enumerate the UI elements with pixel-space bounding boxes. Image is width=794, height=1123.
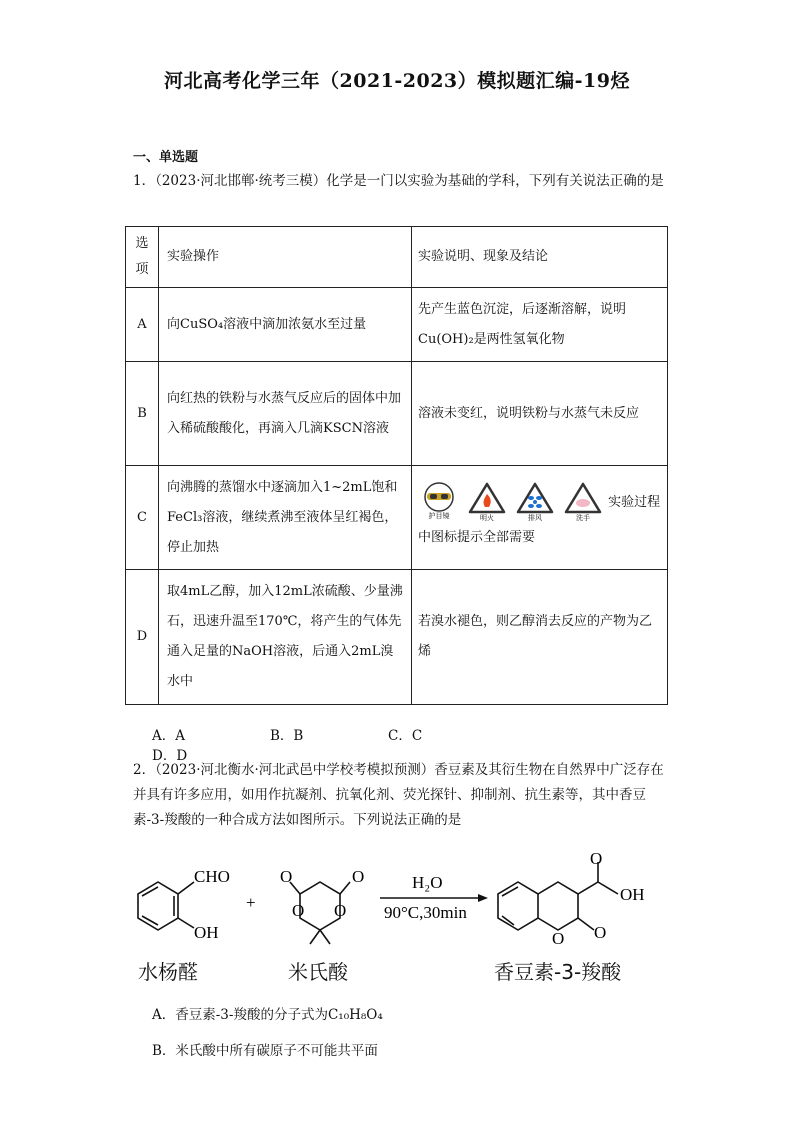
o-label: O	[334, 901, 347, 920]
row-operation: 向红热的铁粉与水蒸气反应后的固体中加入稀硫酸酸化，再滴入几滴KSCN溶液	[159, 362, 412, 466]
handwash-icon: 洗手	[562, 482, 604, 523]
row-note: 若溴水褪色，则乙醇消去反应的产物为乙烯	[412, 570, 668, 705]
o-label: O	[280, 867, 293, 886]
choice-c[interactable]: C．C	[388, 728, 423, 744]
reactant-2-name: 米氏酸	[288, 960, 348, 984]
table-row	[126, 362, 668, 466]
row-operation: 向CuSO₄溶液中滴加浓氨水至过量	[159, 288, 412, 362]
row-label: A	[126, 288, 159, 362]
cooh-oh-label: OH	[620, 885, 645, 904]
row-note: 先产生蓝色沉淀，后逐渐溶解，说明Cu(OH)₂是两性氢氧化物	[412, 288, 668, 362]
o-label: O	[552, 929, 565, 948]
page-title: 河北高考化学三年（2021-2023）模拟题汇编-19烃	[164, 70, 630, 92]
safety-icons	[418, 482, 604, 523]
question-2-text: 2．（2023·河北衡水·河北武邑中学校考模拟预测）香豆素及其衍生物在自然界中广泛存在并具有许多应用，如用作抗凝剂、抗氧化剂、荧光探针、抑制剂、抗生素等，其中香豆素-3-羧酸的一种合成方法如图所示。下列说法正确的是	[133, 762, 664, 828]
product-name: 香豆素-3-羧酸	[494, 960, 622, 984]
fan-icon: 排风	[514, 482, 556, 523]
table-row	[126, 466, 668, 570]
header-cell: 选项	[126, 227, 159, 288]
row-label: C	[126, 466, 159, 570]
row-note-with-icons	[412, 466, 668, 570]
table-row	[126, 570, 668, 705]
choice-a[interactable]: A．A	[152, 728, 185, 744]
row-operation: 向沸腾的蒸馏水中逐滴加入1~2mL饱和FeCl₃溶液，继续煮沸至液体呈红褐色，停止加热	[159, 466, 412, 570]
o-label: O	[292, 901, 305, 920]
plus-sign: +	[246, 893, 256, 912]
salicylaldehyde-structure	[138, 882, 194, 930]
table-row	[126, 288, 668, 362]
reactant-1-name: 水杨醛	[138, 960, 198, 984]
reagent-label: H₂O	[412, 873, 443, 892]
question-2-option-a[interactable]: A．香豆素-3-羧酸的分子式为C₁₀H₈O₄	[152, 1007, 383, 1023]
condition-label: 90°C,30min	[384, 903, 467, 922]
row-note: 实验过程中图标提示全部需要	[418, 495, 661, 545]
choice-b[interactable]: B．B	[270, 728, 304, 744]
o-label: O	[594, 923, 607, 942]
reaction-scheme	[128, 852, 668, 982]
o-label: O	[590, 852, 603, 868]
row-note: 溶液未变红，说明铁粉与水蒸气未反应	[412, 362, 668, 466]
question-2-option-b[interactable]: B．米氏酸中所有碳原子不可能共平面	[152, 1043, 378, 1059]
coumarin-3-carboxylic-acid-structure	[498, 862, 618, 930]
flame-icon: 明火	[466, 482, 508, 523]
header-cell: 实验操作	[159, 227, 412, 288]
question-1-text: 1．（2023·河北邯郸·统考三模）化学是一门以实验为基础的学科，下列有关说法正确的是	[133, 173, 664, 189]
row-label: D	[126, 570, 159, 705]
oh-label: OH	[194, 923, 219, 942]
row-operation: 取4mL乙醇，加入12mL浓硫酸、少量沸石，迅速升温至170℃，将产生的气体先通入足量的NaOH溶液，后通入2mL溴水中	[159, 570, 412, 705]
header-cell: 实验说明、现象及结论	[412, 227, 668, 288]
row-label: B	[126, 362, 159, 466]
section-heading: 一、单选题	[133, 150, 199, 165]
goggles-icon: 护目镜	[418, 482, 460, 523]
options-table	[125, 226, 668, 705]
choice-d[interactable]: D．D	[152, 748, 188, 764]
cho-label: CHO	[194, 867, 230, 886]
table-header-row	[126, 227, 668, 288]
o-label: O	[352, 867, 365, 886]
